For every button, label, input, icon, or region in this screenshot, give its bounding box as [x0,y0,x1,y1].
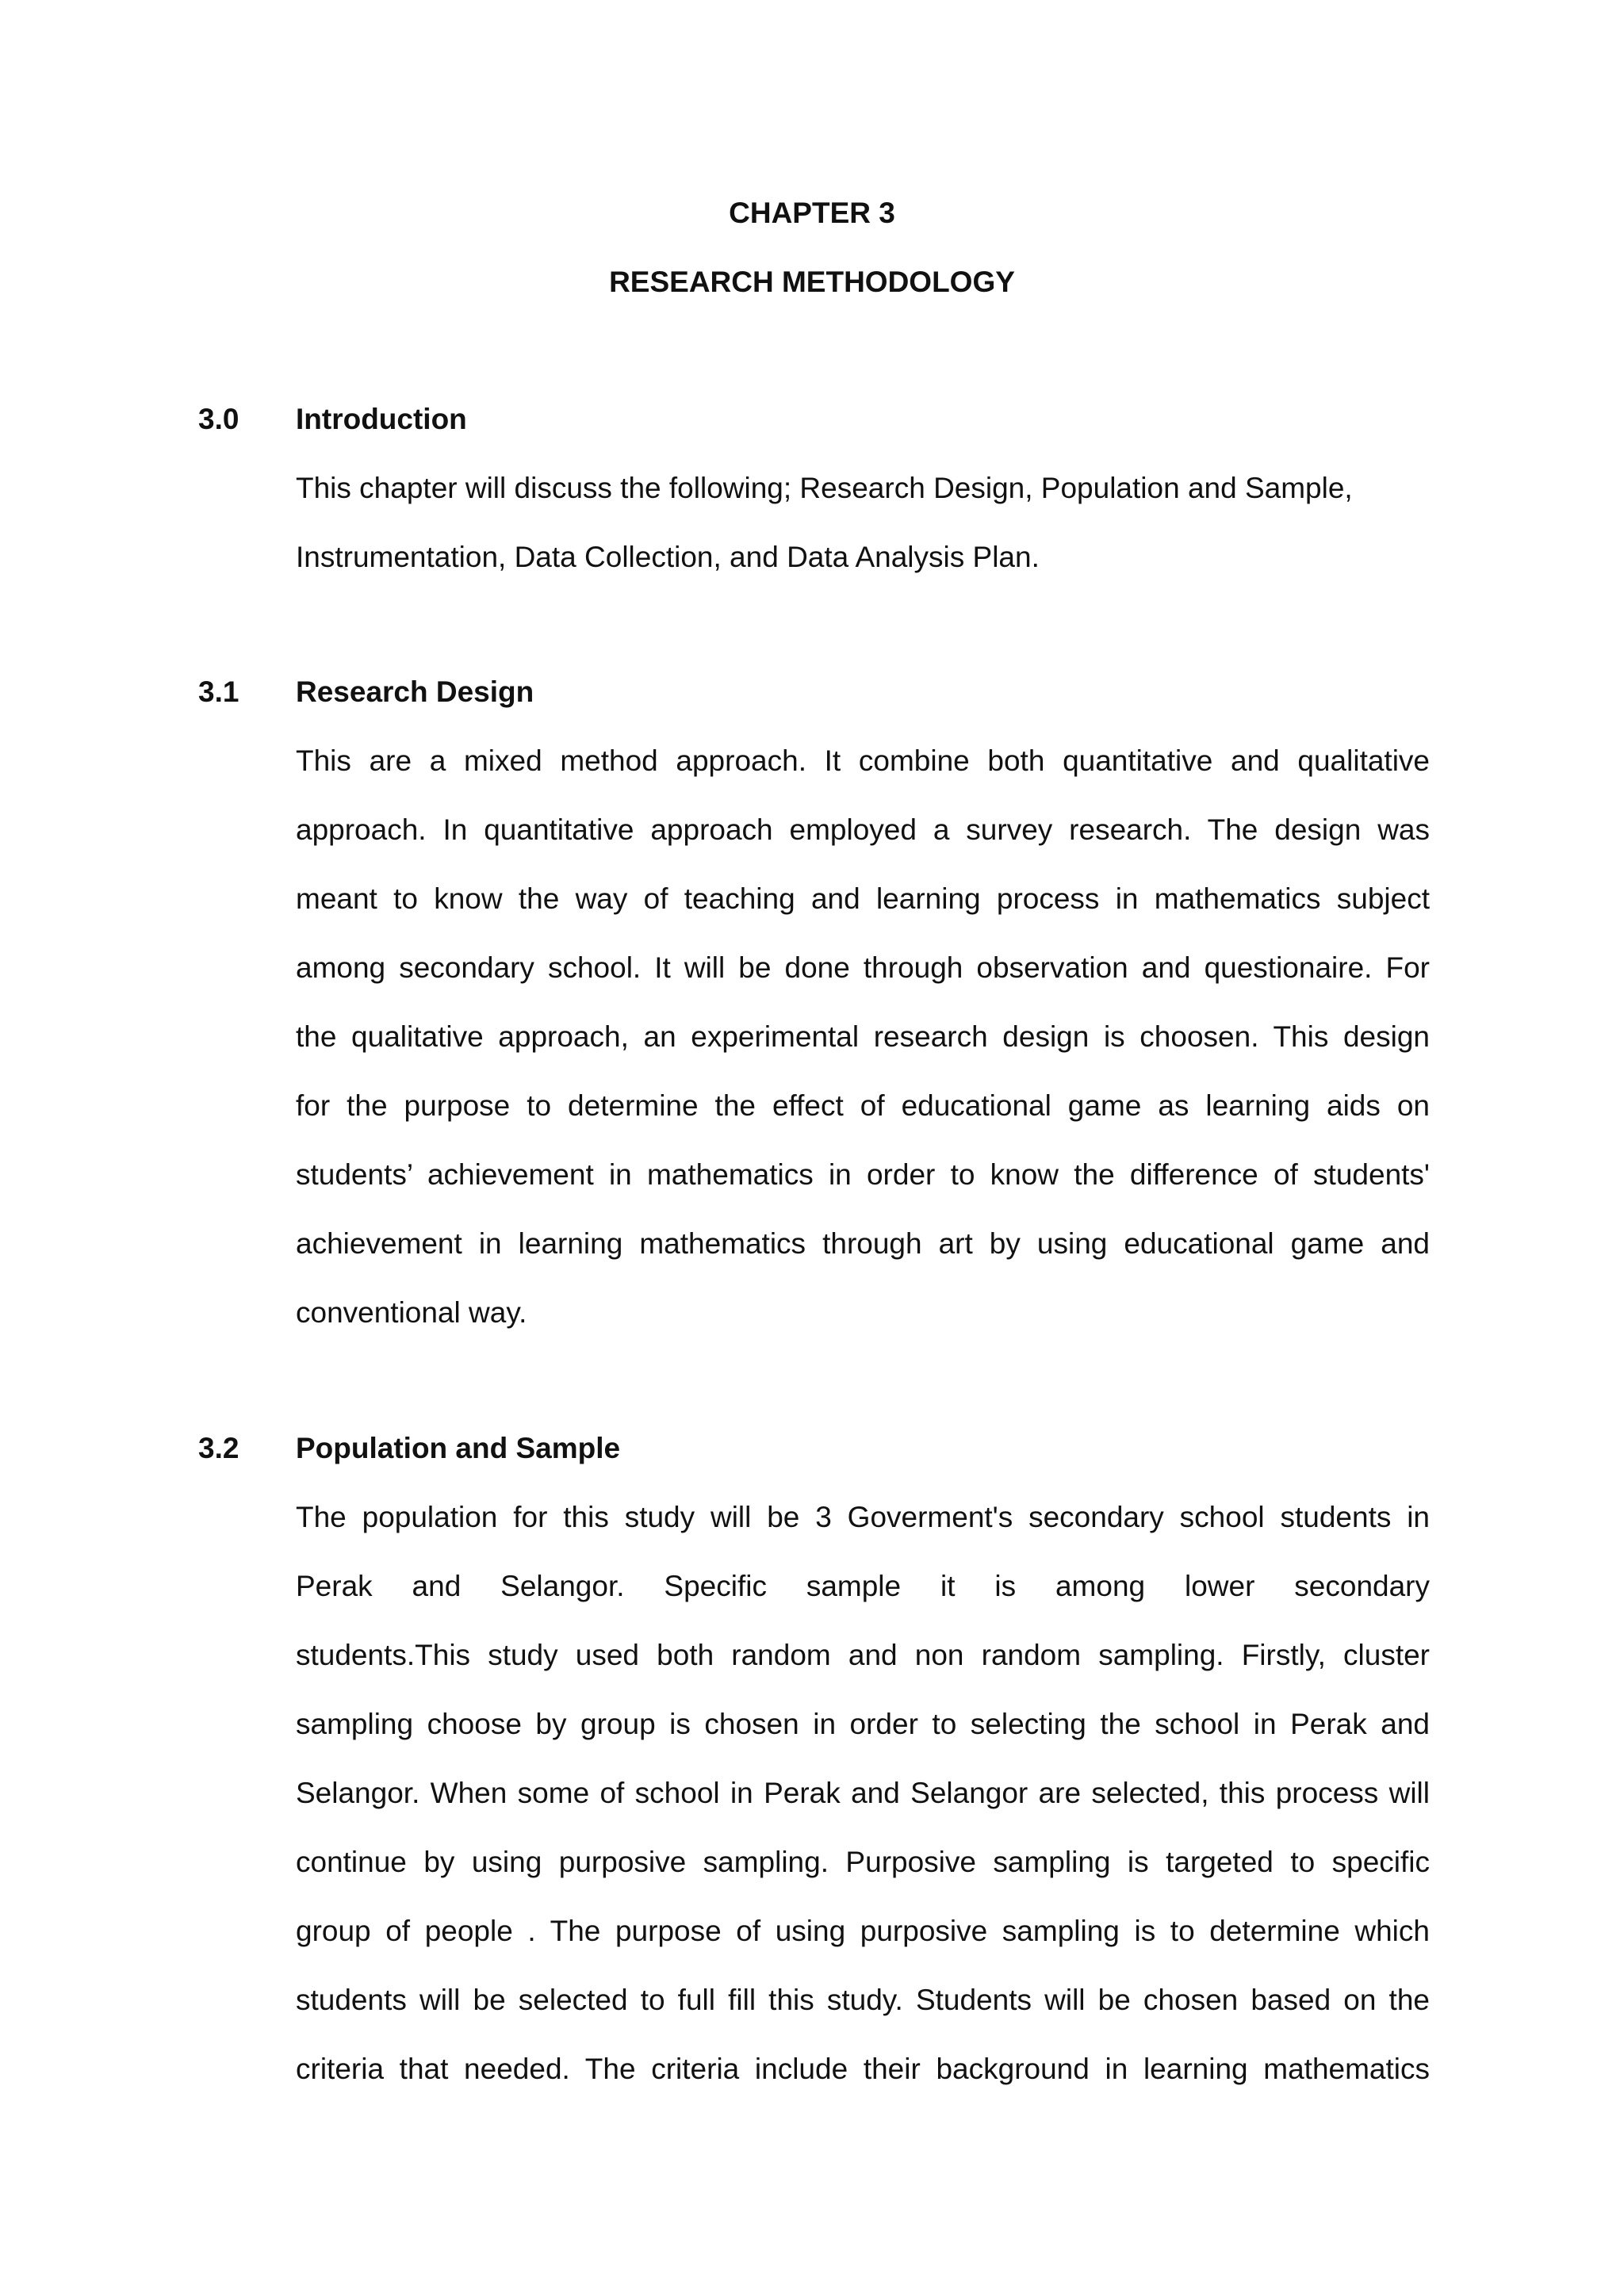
paragraph-line: This are a mixed method approach. It combine both quantitative and qualitative [296,744,1430,777]
paragraph-line: Instrumentation, Data Collection, and Data Analysis Plan. [296,541,1040,573]
paragraph-line: the qualitative approach, an experimental research design is choosen. This design [296,1020,1430,1053]
paragraph-line: group of people . The purpose of using purposive sampling is to determine which [296,1915,1430,1947]
paragraph-line: students.This study used both random and non random sampling. Firstly, cluster [296,1639,1430,1671]
paragraph-line: meant to know the way of teaching and learning process in mathematics subject [296,882,1430,915]
paragraph-line: conventional way. [296,1296,527,1329]
paragraph-line: students will be selected to full fill this study. Students will be chosen based on the [296,1984,1430,2016]
paragraph-line: for the purpose to determine the effect of educational game as learning aids on [296,1089,1430,1122]
paragraph-line: Selangor. When some of school in Perak and Selangor are selected, this process will [296,1777,1430,1809]
paragraph-line: approach. In quantitative approach employed a survey research. The design was [296,813,1430,846]
paragraph-line: continue by using purposive sampling. Purposive sampling is targeted to specific [296,1846,1430,1878]
section-title: Research Design [296,675,534,708]
paragraph-line: achievement in learning mathematics through art by using educational game and [296,1227,1430,1260]
paragraph-line: Perak and Selangor. Specific sample it is among lower secondary [296,1570,1430,1602]
section-title: Population and Sample [296,1432,621,1464]
paragraph-line: students’ achievement in mathematics in order to know the difference of students' [296,1158,1430,1191]
paragraph-line: The population for this study will be 3 Goverment's secondary school students in [296,1501,1430,1533]
paragraph-line: criteria that needed. The criteria include their background in learning mathematics [296,2053,1430,2085]
section-number: 3.1 [198,675,239,708]
section-number: 3.0 [198,403,239,435]
section-number: 3.2 [198,1432,239,1464]
section-title: Introduction [296,403,467,435]
paragraph-line: This chapter will discuss the following; Research Design, Population and Sample, [296,472,1353,504]
chapter-title: RESEARCH METHODOLOGY [609,266,1015,298]
paragraph-line: sampling choose by group is chosen in order to selecting the school in Perak and [296,1708,1430,1740]
chapter-number: CHAPTER 3 [729,197,895,229]
paragraph-line: among secondary school. It will be done through observation and questionaire. For [296,951,1430,984]
